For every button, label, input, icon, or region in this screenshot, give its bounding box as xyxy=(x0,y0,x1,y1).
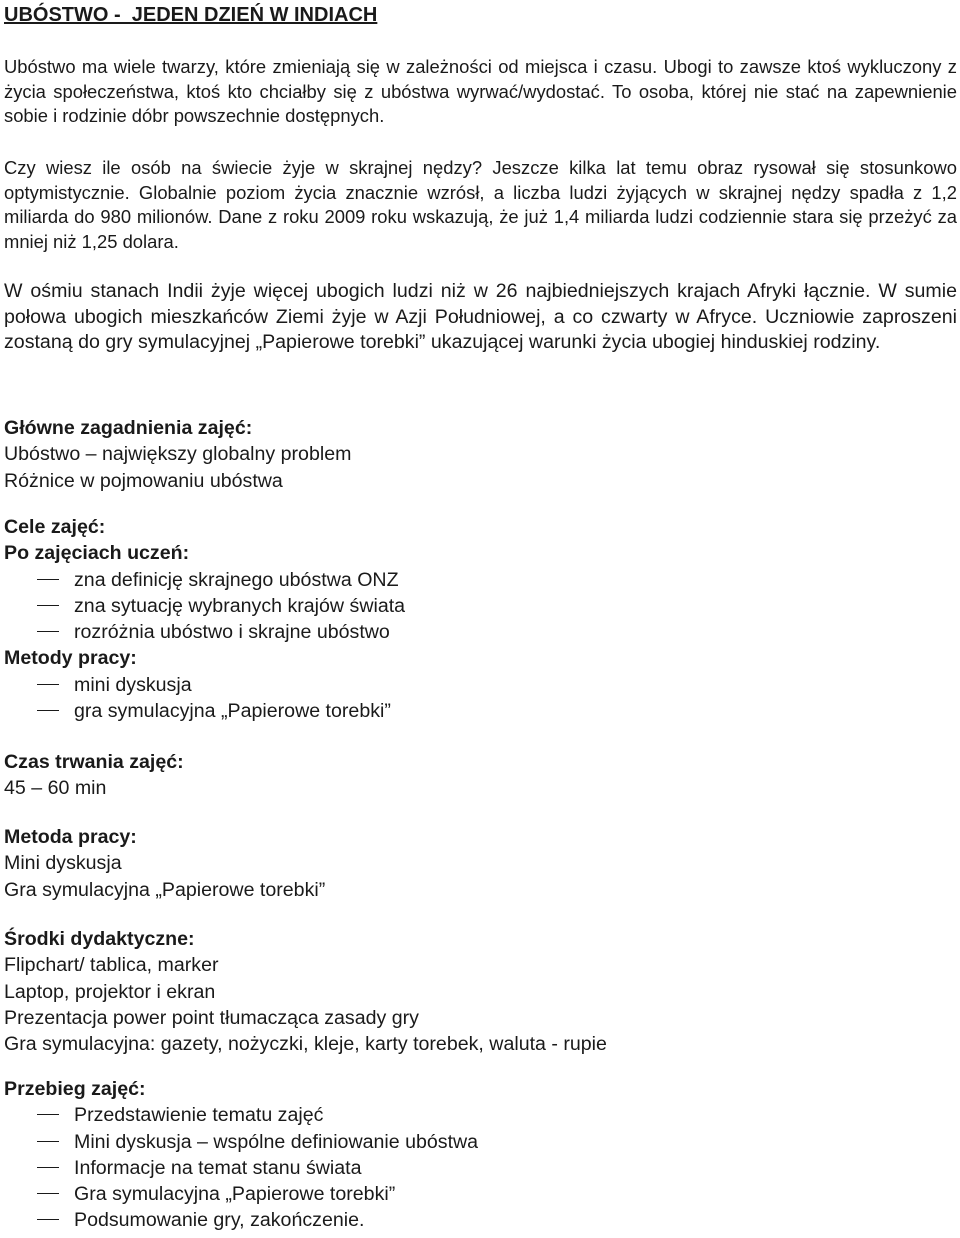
main-issues-section xyxy=(4,415,957,494)
main-issue-line: Ubóstwo – największy globalny problem xyxy=(4,443,352,466)
materials-section xyxy=(4,926,957,1057)
course-text: Mini dyskusja – wspólne definiowanie ubóstwa xyxy=(74,1130,479,1153)
goal-list-item xyxy=(4,593,957,619)
materials-heading: Środki dydaktyczne: xyxy=(4,928,195,950)
methods-heading: Metody pracy: xyxy=(4,647,137,670)
method-line: Gra symulacyjna „Papierowe torebki” xyxy=(4,878,326,901)
duration-heading: Czas trwania zajęć: xyxy=(4,751,184,773)
course-list-item xyxy=(4,1102,957,1128)
goal-text: zna definicję skrajnego ubóstwa ONZ xyxy=(74,568,399,591)
method-section xyxy=(4,824,957,903)
course-list-item xyxy=(4,1207,957,1233)
materials-line: Prezentacja power point tłumacząca zasady gry xyxy=(4,1006,419,1029)
method-text: mini dyskusja xyxy=(74,673,192,696)
goals-heading: Cele zajęć: xyxy=(4,516,106,538)
dash-bullet-icon xyxy=(37,1114,59,1115)
duration-section xyxy=(4,749,957,802)
method-line: Mini dyskusja xyxy=(4,852,122,875)
goal-list-item xyxy=(4,619,957,645)
dash-bullet-icon xyxy=(37,579,59,580)
duration-value: 45 – 60 min xyxy=(4,777,107,800)
course-text: Podsumowanie gry, zakończenie. xyxy=(74,1209,365,1232)
goals-subheading: Po zajęciach uczeń: xyxy=(4,542,190,565)
dash-bullet-icon xyxy=(37,1167,59,1168)
method-text: gra symulacyjna „Papierowe torebki” xyxy=(74,700,391,723)
dash-bullet-icon xyxy=(37,1141,59,1142)
course-list-item xyxy=(4,1129,957,1155)
dash-bullet-icon xyxy=(37,1193,59,1194)
goal-text: zna sytuację wybranych krajów świata xyxy=(74,594,406,617)
dash-bullet-icon xyxy=(37,1219,59,1220)
goal-text: rozróżnia ubóstwo i skrajne ubóstwo xyxy=(74,621,390,644)
materials-line: Laptop, projektor i ekran xyxy=(4,980,216,1003)
dash-bullet-icon xyxy=(37,684,59,685)
materials-line: Flipchart/ tablica, marker xyxy=(4,954,219,977)
dash-bullet-icon xyxy=(37,605,59,606)
dash-bullet-icon xyxy=(37,710,59,711)
course-list-item xyxy=(4,1181,957,1207)
course-section xyxy=(4,1076,957,1234)
intro-paragraph-1: Ubóstwo ma wiele twarzy, które zmieniają się w zależności od miejsca i czasu. Ubogi to zawsze ktoś wykluczony z życia społeczeństwa, ktoś kto chciałby się z ubóstwa wyrwać/wydostać. To osoba, której nie stać na zapewnienie sobie i rodzinie dóbr powszechnie dostępnych. xyxy=(4,56,957,126)
course-text: Informacje na temat stanu świata xyxy=(74,1156,362,1179)
course-text: Gra symulacyjna „Papierowe torebki” xyxy=(74,1183,396,1206)
main-issue-line: Różnice w pojmowaniu ubóstwa xyxy=(4,469,283,492)
intro-paragraph-3: W ośmiu stanach Indii żyje więcej ubogich ludzi niż w 26 najbiedniejszych krajach Afryki łącznie. W sumie połowa ubogich mieszkańców Ziemi żyje w Azji Południowej, a co czwarty w Afryce. Uczniowie zaproszeni zostaną do gry symulacyjnej „Papierowe torebki” ukazującej warunki życia ubogiej hinduskiej rodziny. xyxy=(4,280,957,353)
course-list-item xyxy=(4,1155,957,1181)
main-issues-heading: Główne zagadnienia zajęć: xyxy=(4,417,253,439)
goals-section xyxy=(4,514,957,724)
method-list-item xyxy=(4,672,957,698)
intro-paragraph-2: Czy wiesz ile osób na świecie żyje w skrajnej nędzy? Jeszcze kilka lat temu obraz rysował się stosunkowo optymistycznie. Globalnie poziom życia znacznie wzrósł, a liczba ludzi żyjących w skrajnej nędzy spadła z 1,2 miliarda do 980 milionów. Dane z roku 2009 roku wskazują, że już 1,4 miliarda ludzi codziennie stara się przeżyć za mniej niż 1,25 dolara. xyxy=(4,157,957,252)
goal-list-item xyxy=(4,567,957,593)
course-heading: Przebieg zajęć: xyxy=(4,1078,146,1100)
dash-bullet-icon xyxy=(37,631,59,632)
method-heading: Metoda pracy: xyxy=(4,826,137,848)
course-text: Przedstawienie tematu zajęć xyxy=(74,1104,324,1127)
materials-line: Gra symulacyjna: gazety, nożyczki, kleje, karty torebek, waluta - rupie xyxy=(4,1033,607,1056)
method-list-item xyxy=(4,698,957,724)
document-title: UBÓSTWO - JEDEN DZIEŃ W INDIACH xyxy=(4,4,378,26)
